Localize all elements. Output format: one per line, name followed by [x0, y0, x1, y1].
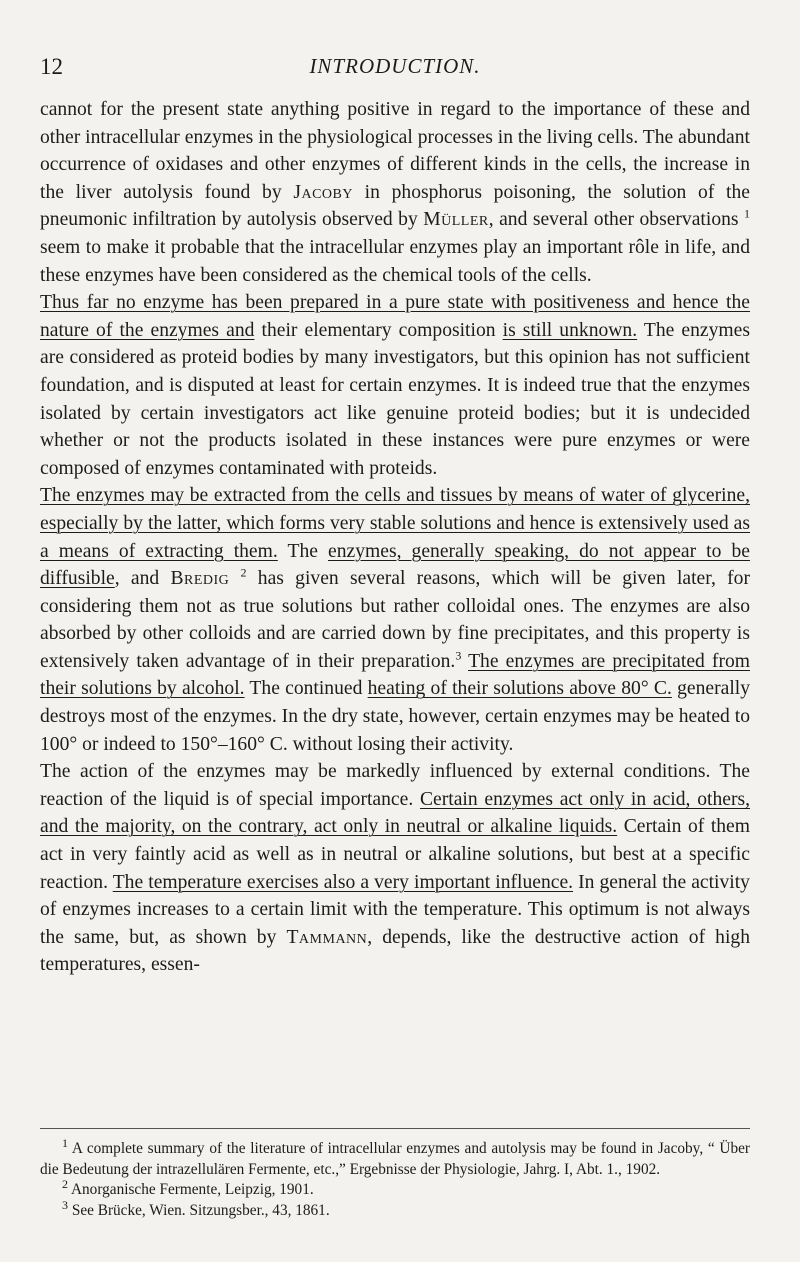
author-name-tammann: Tammann [286, 926, 368, 948]
author-name-jacoby: Jacoby [293, 181, 353, 203]
footnote-ref-2[interactable]: 2 [240, 565, 247, 580]
footnote-marker-2: 2 [62, 1176, 68, 1191]
underlined-text: The enzymes may be extracted from the cells and tissues by means of water of glycerine, especially by the latter, which forms very stable solutions and hence is extensively used as a means of extracting them. [40, 485, 750, 562]
footnote-text-1: A complete summary of the literature of intracellular enzymes and autolysis may be found in Jacoby, “ Über die Bedeutung der intrazellulären Fermente, etc.,” Ergebnisse der Physiologie, Jahrg. I, Abt. 1., 1902. [40, 1140, 750, 1178]
underlined-text: Certain enzymes act only in acid, others, and the majority, on the contrary, act only in neutral or alkaline liquids. [40, 788, 750, 838]
page-header [40, 54, 750, 84]
footnote-rule [40, 1128, 750, 1129]
author-name-bredig: Bredig [170, 568, 230, 590]
text-run [229, 568, 240, 589]
text-run: The [277, 540, 329, 562]
text-run: has given several reasons, which will be given later, for considering them not as true solutions but rather colloidal ones. The enzymes are also absorbed by other colloids and are carried down by fine precipitates, and this property is extensively taken advantage of in their preparation. [40, 568, 750, 672]
author-name-muller: Müller [423, 209, 489, 231]
underlined-text: The enzymes are precipitated from their solutions by alcohol. [40, 650, 751, 700]
footnote-1 [40, 1135, 750, 1180]
text-run: in phosphorus poisoning, the solution of the pneumonic infiltration by autolysis observed by [40, 181, 750, 231]
footnotes [40, 1128, 750, 1221]
text-run: generally destroys most of the enzymes. In the dry state, however, certain enzymes may be heated to 100° or indeed to 150°–160° C. without losing their activity. [40, 678, 750, 755]
footnote-ref-3[interactable]: 3 [455, 648, 462, 663]
underlined-text: The temperature exercises also a very important influence. [112, 871, 574, 893]
footnote-ref-1[interactable]: 1 [744, 206, 750, 221]
footnote-2 [40, 1176, 750, 1201]
footnote-marker-1: 1 [62, 1135, 68, 1150]
underlined-text: is still unknown. [502, 319, 638, 341]
paragraph-intracellular-enzymes [40, 96, 750, 289]
running-head: INTRODUCTION. [309, 54, 481, 78]
body-text [40, 96, 750, 979]
text-run: cannot for the present state anything positive in regard to the importance of these and other intracellular enzymes in the physiological processes in the living cells. The abundant occurrence of oxidases and other enzymes of different kinds in the cells, the increase in the liver autolysis found by [40, 99, 750, 203]
footnote-text-3: See Brücke, Wien. Sitzungsber., 43, 1861. [68, 1201, 330, 1219]
underlined-text: Thus far no enzyme has been prepared in a pure state with positiveness and hence the nature of the enzymes and [40, 292, 750, 341]
footnote-3 [40, 1197, 750, 1222]
text-run: seem to make it probable that the intracellular enzymes play an important rôle in life, and these enzymes have been considered as the chemical tools of the cells. [40, 236, 750, 286]
text-run: , and several other observations [488, 209, 744, 231]
text-run: , depends, like the destructive action of high temperatures, essen- [40, 926, 750, 976]
text-run: The enzymes are considered as proteid bodies by many investigators, but this opinion has not sufficient foundation, and is disputed at least for certain enzymes. It is indeed true that the enzymes isolated by certain investigators act like genuine proteid bodies; but it is undecided whether or not the products isolated in these instances were pure enzymes or were composed of enzymes contaminated with proteids. [40, 319, 750, 479]
text-run: In general the activity of enzymes increases to a certain limit with the temperature. This optimum is not always the same, but, as shown by [40, 871, 750, 948]
footnote-marker-3: 3 [62, 1197, 68, 1212]
paragraph-enzyme-extraction [40, 482, 750, 758]
underlined-text: heating of their solutions above 80° C. [367, 678, 672, 700]
text-run: their elementary composition [254, 319, 503, 341]
paragraph-external-conditions [40, 758, 750, 979]
page-number: 12 [40, 54, 63, 79]
paragraph-enzyme-nature [40, 289, 750, 482]
text-run: Certain of them act in very faintly acid as well as in neutral or alkaline solutions, but best at a specific reaction. [40, 816, 750, 893]
text-run: The continued [244, 678, 368, 700]
footnote-text-2: Anorganische Fermente, Leipzig, 1901. [68, 1181, 314, 1198]
text-run: The action of the enzymes may be markedly influenced by external conditions. The reaction of the liquid is of special importance. [40, 761, 750, 810]
text-run: , and [114, 568, 171, 590]
underlined-text: enzymes, generally speaking, do not appear to be diffusible [40, 540, 750, 590]
